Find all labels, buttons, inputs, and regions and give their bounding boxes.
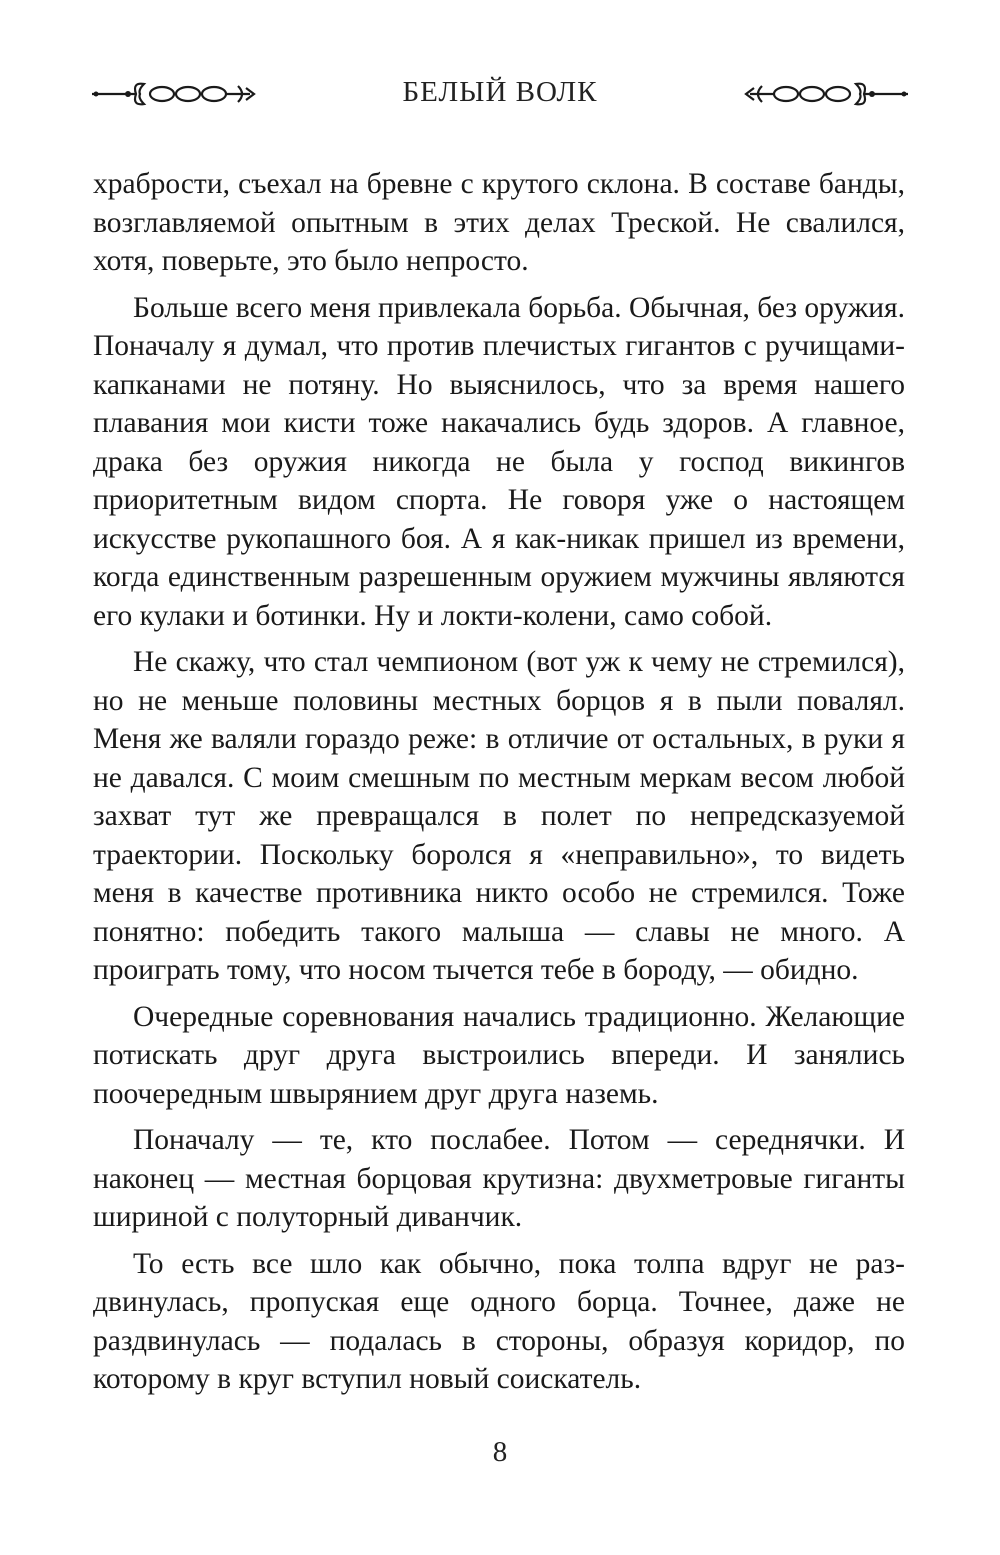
page-number: 8 [492,1436,508,1468]
running-header [0,70,1000,114]
right-ornament-icon [742,74,912,114]
body-text [93,165,905,1407]
paragraph: Не скажу, что стал чемпионом (вот уж к чему не стремился), но не меньше половины местных борцов я в пыли повалял. Меня же валяли гораздо реже: в отличие от остальных, в руки я не давался. С моим смешным по местным меркам весом любой захват тут же превращался в полет по непредсказуемой траектории. Поскольку боролся я «неправильно», то видеть меня в качестве противника никто особо не стремился. Тоже понятно: победить такого малыша — славы не много. А проиграть тому, что носом тычется тебе в бороду, — обидно. [93,646,905,986]
paragraph: Больше всего меня привлекала борьба. Обычная, без оружия. Поначалу я думал, что против плечистых гигантов с ручищами-капканами не потяну. Но выяснилось, что за время нашего плавания мои кисти тоже накачались будь здоров. А главное, драка без оружия никогда не была у господ викингов приоритетным видом спорта. Не говоря уже о настоящем искусстве рукопашного боя. А я как-никак пришел из времени, когда единственным разрешенным оружием мужчины являются его кулаки и ботинки. Ну и локти-колени, само собой. [93,291,905,632]
paragraph: Очередные соревнования начались традиционно. Желающие потискать друг друга выстроились впереди. И занялись поочередным швырянием друг друга наземь. [93,1000,905,1110]
running-header-title: БЕЛЫЙ ВОЛК [402,76,598,108]
paragraph: То есть все шло как обычно, пока толпа вдруг не раздвинулась, пропуская еще одного борца. Точнее, даже не раздвинулась — подалась в стороны, образуя коридор, по которому в круг вступил новый соискатель. [93,1247,905,1395]
paragraph: Поначалу — те, кто послабее. Потом — середнячки. И наконец — местная борцовая крутизна: двухметровые гиганты шириной с полуторный диванчик. [93,1124,905,1233]
paragraph: храбрости, съехал на бревне с крутого склона. В составе банды, возглавляемой опытным в этих делах Треской. Не свалился, хотя, поверьте, это было непросто. [93,168,905,277]
